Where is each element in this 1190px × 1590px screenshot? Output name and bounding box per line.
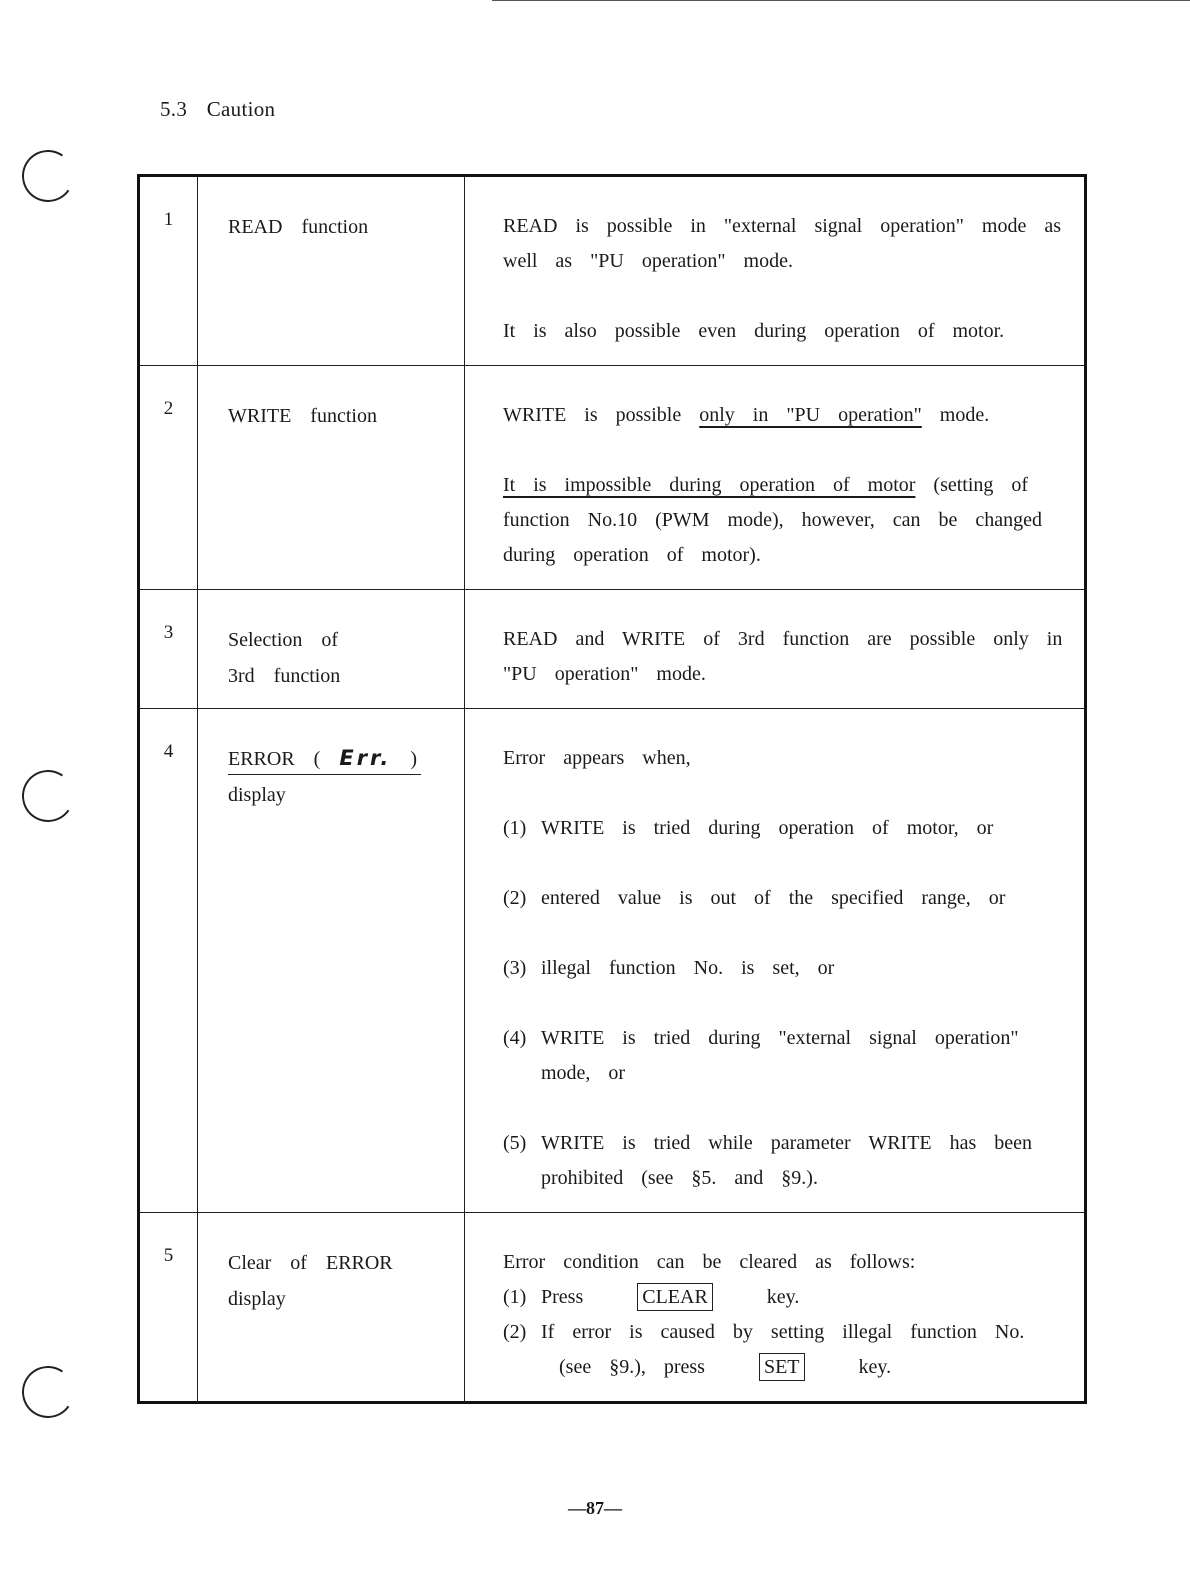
- item-label: 3rd function: [228, 665, 341, 687]
- list-marker: (1): [503, 817, 527, 839]
- top-rule: [492, 0, 1190, 1]
- row-item: [198, 1213, 465, 1403]
- text-span: key.: [766, 1286, 800, 1308]
- list-item: [503, 811, 1074, 846]
- description-text: [503, 398, 1074, 433]
- row-description: [465, 590, 1086, 709]
- list-item: [503, 881, 1074, 916]
- row-description: [465, 366, 1086, 590]
- description-text: Error appears when,: [503, 747, 691, 769]
- list-item: [503, 1126, 1074, 1196]
- row-number: 5: [139, 1213, 198, 1403]
- item-label: WRITE function: [228, 405, 377, 427]
- item-label: [228, 743, 421, 775]
- text-span: Press: [541, 1286, 584, 1308]
- list-text: illegal function No. is set, or: [541, 957, 835, 979]
- underlined-text: only in "PU operation": [699, 404, 922, 426]
- section-heading: [160, 97, 275, 122]
- binder-hole-mark: [18, 146, 78, 206]
- description-text: READ and WRITE of 3rd function are possible only in "PU operation" mode.: [503, 628, 1063, 685]
- item-label: display: [228, 784, 286, 806]
- row-item: [198, 176, 465, 366]
- list-marker: (1): [503, 1286, 527, 1308]
- list-text: WRITE is tried while parameter WRITE has been prohibited (see §5. and §9.).: [541, 1132, 1033, 1189]
- list-marker: (3): [503, 957, 527, 979]
- list-text: entered value is out of the specified range, or: [541, 887, 1006, 909]
- table-row: [139, 176, 1086, 366]
- list-marker: (2): [503, 887, 527, 909]
- list-item: [503, 951, 1074, 986]
- list-item: [503, 1280, 1074, 1315]
- underlined-text: It is impossible during operation of motor: [503, 474, 916, 496]
- table-row: [139, 1213, 1086, 1403]
- text-span: key.: [858, 1356, 892, 1378]
- description-text: [503, 468, 1074, 573]
- item-label: display: [228, 1288, 286, 1310]
- text-span: (setting of function No.10 (PWM mode), however, can be changed during operation of motor).: [503, 474, 1042, 566]
- page-number: —87—: [568, 1498, 622, 1518]
- list-text: WRITE is tried during operation of motor, or: [541, 817, 994, 839]
- row-item: [198, 709, 465, 1213]
- text-span: ): [410, 748, 418, 770]
- row-item: [198, 366, 465, 590]
- text-span: ERROR (: [228, 748, 321, 770]
- set-key-label: SET: [759, 1353, 805, 1381]
- list-text: WRITE is tried during "external signal operation" mode, or: [541, 1027, 1019, 1084]
- row-description: [465, 709, 1086, 1213]
- list-item: [503, 1315, 1074, 1385]
- text-span: (see §9.), press: [559, 1356, 705, 1378]
- table-row: [139, 366, 1086, 590]
- description-text: READ is possible in "external signal operation" mode as well as "PU operation" mode.: [503, 215, 1062, 272]
- list-marker: (4): [503, 1027, 527, 1049]
- clear-key-label: CLEAR: [637, 1283, 713, 1311]
- item-label: Clear of ERROR: [228, 1252, 393, 1274]
- caution-table: [137, 174, 1087, 1404]
- row-item: [198, 590, 465, 709]
- text-span: If error is caused by setting illegal function No.: [541, 1321, 1025, 1343]
- list-text: [541, 1280, 799, 1315]
- text-span: WRITE is possible: [503, 404, 700, 426]
- list-item: [503, 1021, 1074, 1091]
- description-text: It is also possible even during operation of motor.: [503, 320, 1005, 342]
- list-marker: (5): [503, 1132, 527, 1154]
- row-description: [465, 1213, 1086, 1403]
- error-display-glyph: Err.: [339, 746, 392, 770]
- table-row: [139, 709, 1086, 1213]
- section-title: Caution: [206, 97, 276, 121]
- table-row: [139, 590, 1086, 709]
- row-number: 3: [139, 590, 198, 709]
- description-text: Error condition can be cleared as follows:: [503, 1251, 916, 1273]
- text-span: mode.: [921, 404, 990, 426]
- binder-hole-mark: [18, 766, 78, 826]
- row-number: 4: [139, 709, 198, 1213]
- list-text: [541, 1315, 1024, 1385]
- item-label: READ function: [228, 216, 369, 238]
- row-number: 1: [139, 176, 198, 366]
- binder-hole-mark: [18, 1362, 78, 1422]
- section-number: 5.3: [160, 97, 188, 121]
- item-label: Selection of: [228, 629, 339, 651]
- row-number: 2: [139, 366, 198, 590]
- list-marker: (2): [503, 1321, 527, 1343]
- row-description: [465, 176, 1086, 366]
